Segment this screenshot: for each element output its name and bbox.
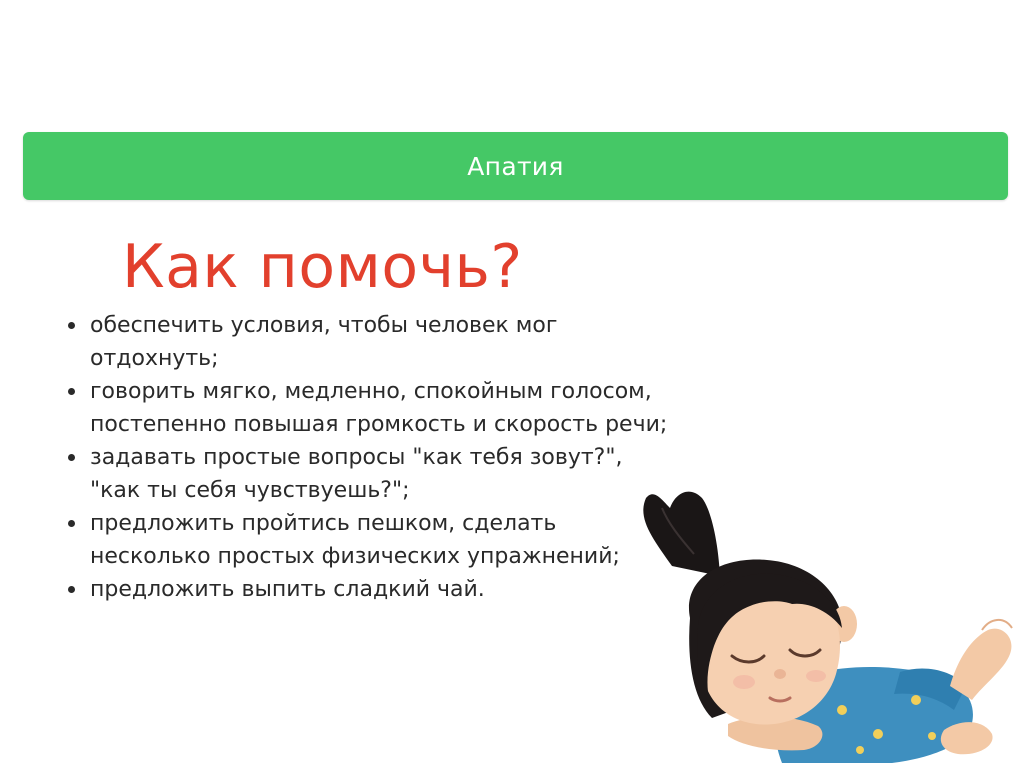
list-item — [68, 573, 668, 606]
list-item — [68, 375, 668, 441]
bullet-icon — [68, 520, 75, 527]
list-item — [68, 441, 668, 507]
bullet-list — [68, 309, 668, 606]
list-item — [68, 309, 668, 375]
heading: Как помочь? — [122, 232, 523, 302]
list-item-text: предложить пройтись пешком, сделать несколько простых физических упражнений; — [90, 511, 620, 569]
list-item-text: говорить мягко, медленно, спокойным голосом, постепенно повышая громкость и скорость речи; — [90, 379, 668, 437]
list-item-text: обеспечить условия, чтобы человек мог отдохнуть; — [90, 313, 558, 371]
bullet-icon — [68, 322, 75, 329]
bullet-icon — [68, 388, 75, 395]
slide-title: Апатия — [467, 151, 564, 181]
list-item — [68, 507, 668, 573]
sleeping-girl-illustration — [632, 478, 1024, 767]
title-bar — [23, 132, 1008, 200]
bullet-icon — [68, 586, 75, 593]
bullet-icon — [68, 454, 75, 461]
list-item-text: предложить выпить сладкий чай. — [90, 577, 485, 602]
list-item-text: задавать простые вопросы "как тебя зовут?", "как ты себя чувствуешь?"; — [90, 445, 623, 503]
